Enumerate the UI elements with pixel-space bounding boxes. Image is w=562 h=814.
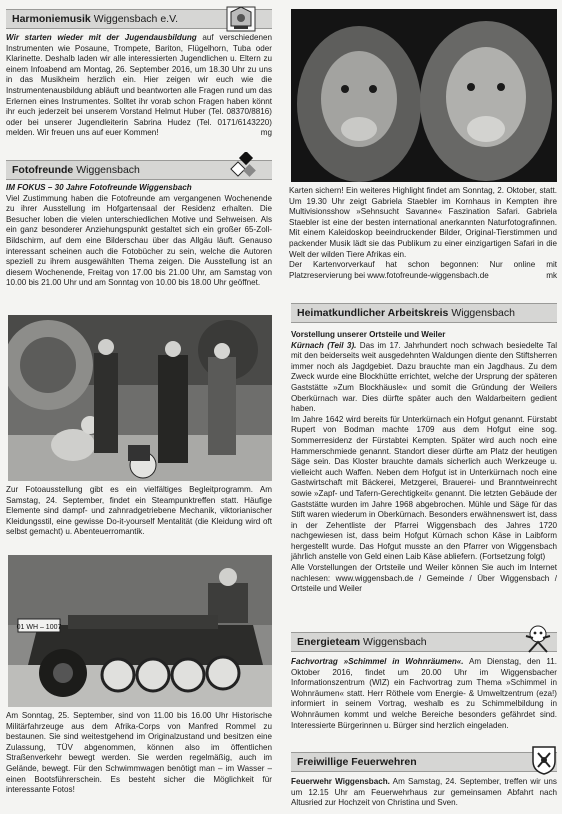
feuerwehr-emblem-icon	[531, 745, 557, 775]
energie-subtitle: Wiggensbach	[363, 636, 427, 648]
feuerwehr-header	[291, 752, 557, 772]
feuerwehr-text	[291, 777, 557, 809]
heimat-title: Heimatkundlicher Arbeitskreis	[297, 307, 449, 319]
foto-cont-body2: Der Kartenvorverkauf hat schon begonnen: Nur online mit Platzreservierung bei www.fotofreunde-wiggensbach.de	[289, 260, 557, 280]
military-vehicle-photo	[8, 555, 272, 707]
foto-title: Fotofreunde	[12, 164, 74, 176]
foto-diamond-logo	[228, 152, 258, 184]
vehicle-plate: 01 WH – 1007	[16, 624, 62, 631]
feuerwehr-body: Am Samstag, 24. September, treffen wir uns um 12.15 Uhr am Feuerwehrhaus zur gemeinsamen Abfahrt nach Altusried zur Hochzeit von Christina und Sven.	[291, 777, 557, 808]
harmonie-body: auf verschiedenen Instrumenten wie Posaune, Trompete, Bariton, Flügelhorn, Tuba oder Klarinette. Deshalb laden wir alle interessierten Jugendlichen u. Eltern zu einem Infoabend am Montag, 26. September 2016, um 18.30 Uhr zu uns in das Musikheim herzlich ein. Hier zeigen wir euch wie die Instrumentenausbildung abläuft und beantworten alle Fragen rund um das Erlernen eines Instrumentes. Solltet ihr vorab schon Fragen haben könnt ihr euch jederzeit bei unserem Vorstand Helmut Huber (Tel. 08370/8816) oder bei unserer Jugendleiterin Sabrina Hudez (Tel. 0171/6143220) melden. Wir freuen uns auf euer Kommen!	[6, 33, 272, 138]
steampunk-text: Zur Fotoausstellung gibt es ein vielfältiges Begleitprogramm. Am Samstag, 24. September, findet ein Steampunktreffen statt. Häufige Elemente sind dampf- und zahnradgetriebene Mechanik, viktorianischer Kleidungsstil, eine gewisse Do-it-yourself Mentalität (die Kleidung wird oft selbst gemacht) u. Abenteuerromantik.	[6, 485, 272, 537]
foto-subtitle: Wiggensbach	[76, 164, 140, 176]
harmonie-subtitle: Wiggensbach e.V.	[93, 13, 179, 25]
heimat-subtitle: Wiggensbach	[451, 307, 515, 319]
heimat-text	[291, 330, 557, 595]
heimat-body2: Im Jahre 1642 wird bereits für Unterkürnach ein Hofgut genannt. Fürstabt Rupert von Bodman machte 1709 aus dem Hofgut eine sog. Sommerresidenz der Fürstabtei Kempten. Später wird auch noch eine Hammerschmiede genannt. Standort dieser dürfte am Platz der heutigen Säge sein. Das Kloster brauchte damals sicherlich auch Werkzeuge u. vielleicht auch Waffen. Neben dem Hofgut ist in Unterkürnach noch eine Gastwirtschaft mit Bäckerei, Metzgerei, Brauerei- und Branntweinrecht sowie »Zapf- und Tafern-Gerechtigkeit« genannt. Die letzten Gebäude der Gaststätte wurden im Jahre 1968 abgebrochen. Mühle und Säge für das Stift waren wiederum in Oberkürnach. Besonders erwähnenswert ist, dass in der Zehentliste der Pfarrei Wiggensbach des Jahres 1720 nachgewiesen ist, dass beim Hofgut Kürnach schon Käse in Laibform hergestellt wurde. Das Hofgut musste an den Pfarrer von Wiggensbach jährlich anstelle von Geld einen Laib Käse abliefern. (Fortsetzung folgt)	[291, 414, 557, 562]
foto-lead: IM FOKUS – 30 Jahre Fotofreunde Wiggensbach	[6, 183, 192, 192]
foto-sign: mk	[546, 270, 557, 280]
feuerwehr-title: Freiwillige Feuerwehren	[297, 756, 417, 768]
steampunk-photo	[8, 315, 272, 481]
heimat-lead1: Vorstellung unserer Ortsteile und Weiler	[291, 330, 446, 339]
energie-mascot-icon	[521, 622, 555, 656]
energie-lead: Fachvortrag »Schimmel in Wohnräumen«.	[291, 657, 464, 666]
harmonie-title: Harmoniemusik	[12, 13, 91, 25]
harmonie-text	[6, 33, 272, 139]
military-text: Am Sonntag, 25. September, sind von 11.00 bis 16.00 Uhr Historische Militärfahrzeuge aus dem Afrika-Corps von Manfred Rommel zu bestaunen. Sie sind weitestgehend im Originalzustand und besitzen eine Zulassung, TÜV abgenommen, können also im öffentlichen Straßenverkehr bewegt werden. Sie werden regelmäßig, auch im Gelände, bewegt. Für den Schwimmwagen benötigt man – im Wasser – einen Bootsführerschein. Es besteht sicher die Möglichkeit für interessante Fotos!	[6, 711, 272, 795]
energie-header	[291, 632, 557, 652]
energie-text	[291, 657, 557, 731]
heimat-body3: Alle Vorstellungen der Ortsteile und Weiler können Sie auch im Internet nachlesen: www.wiggensbach.de / Gemeinde / Über Wiggensbach / Ortsteile und Weiler	[291, 563, 557, 594]
feuerwehr-lead: Feuerwehr Wiggensbach.	[291, 777, 390, 786]
energie-title: Energieteam	[297, 636, 361, 648]
harmonie-lead: Wir starten wieder mit der Jugendausbildung	[6, 33, 197, 42]
foto-continued-text	[289, 186, 557, 281]
foto-body: Viel Zustimmung haben die Fotofreunde am vergangenen Wochenende zu ihrer Ausstellung im Hofgartensaal der Residenz erhalten. Die Besucher loben die vielen unterschiedlichen Motive und Sehweisen. Als ein ganz besonderer Anziehungspunkt gestaltet sich ein großer 65-Zoll-Bildschirm, auf dem eine Bilderschau über das Allgäu läuft. Genauso interessant scheinen auch die Fotobücher zu sein, welche die Autoren speziell zu ihrem ausgewählten Thema zeigen. Die Ausstellung ist an diesem Wochenende, Freitag von 17.00 bis 21.00 Uhr, am Samstag von 10.00 bis 21.00 Uhr und am Sonntag von 10.00 bis 18.00 Uhr geöffnet.	[6, 193, 272, 288]
heimat-body1: Das im 17. Jahrhundert noch schwach besiedelte Tal mit den beiderseits weit ausgedehnten Waldungen diente den Stiftsherren immer noch als Jagdgebiet. Dazu brauchte man ein Jagdhaus. Zu dem Zweck wurde eine Blockhütte errichtet, welche der Ursprung der späteren Gaststätte »Zum Blockhäusle« und somit die Gründung der Weilers Oberkürnach war. Dies dürfte später auch den Waldarbeitern gedient haben.	[291, 340, 557, 414]
harmonie-sign: mg	[260, 128, 272, 138]
energie-body: Am Dienstag, den 11. Oktober 2016, findet um 20.00 Uhr im Wiggensbacher Informationszentrum (WIZ) ein Fachvortrag zum Thema »Schimmel in Wohnräumen« statt. Herr Röthele vom Energie- & Umweltzentrum (eza!) informiert in seinem Vortrag, weshalb es zu Schimmelbildung in Wohnräumen kommt und welche Bereiche besonders gefährdet sind. Interessierte Bürgerinnen u. Bürger sind herzlich eingeladen.	[291, 657, 557, 730]
lions-photo	[291, 9, 557, 182]
heimat-header	[291, 303, 557, 323]
heimat-lead2: Kürnach (Teil 3).	[291, 340, 357, 350]
harmonie-logo	[226, 4, 256, 32]
foto-text	[6, 183, 272, 289]
foto-cont-body: Karten sichern! Ein weiteres Highlight findet am Sonntag, 2. Oktober, statt. Um 19.30 Uhr zeigt Gabriela Staebler im Kornhaus in Kempten ihre Multivisionsshow »Sehnsucht Savanne« Faszination Safari. Gabriela Staebler ist eine der besten international anerkannten Naturfotografinnen. Mit einem Kaleidoskop beeindruckender Bilder, Original-Tierstimmen und packender Musik lädt sie das Publikum zu einer einzigartigen Safari in die Welt der wilden Tiere Afrikas ein.	[289, 186, 557, 259]
